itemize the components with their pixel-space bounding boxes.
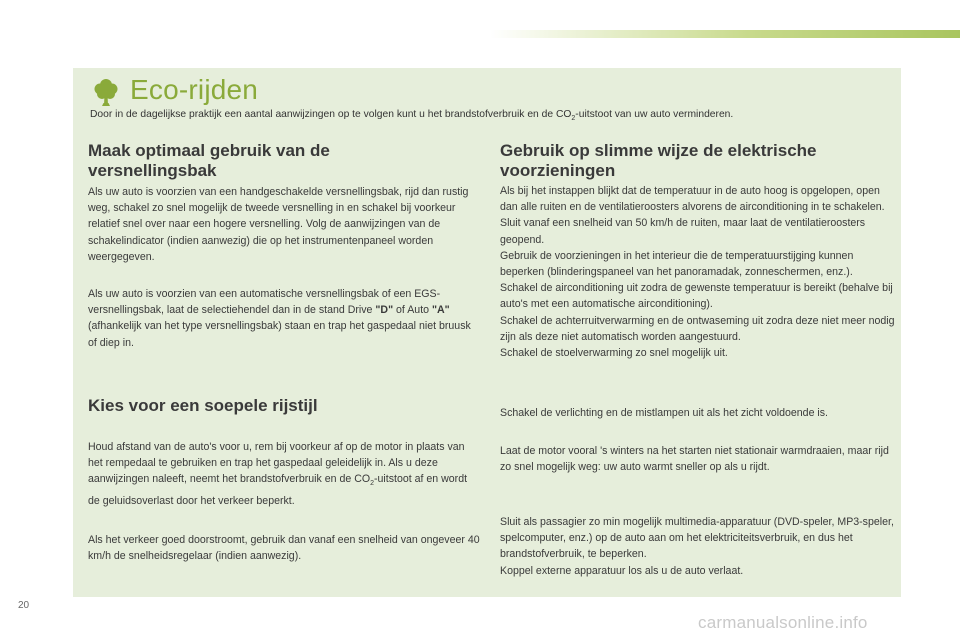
- electrical-paragraph-lights: Schakel de verlichting en de mistlampen uit als het zicht voldoende is.: [500, 407, 828, 419]
- page-title: Eco-rijden: [130, 74, 259, 105]
- heading-electrical: Gebruik op slimme wijze de elektrische voorzieningen: [500, 141, 817, 180]
- electrical-paragraph-multimedia: Sluit als passagier zo min mogelijk multimedia-apparatuur (DVD-speler, MP3-speler, spelcomputer, enz.) op de auto aan om het elektriciteitsverbruik, en dus het brandstofverbruik, te beperken. Koppel externe apparatuur los als u de auto verlaat.: [500, 516, 894, 577]
- electrical-paragraph-engine: Laat de motor vooral 's winters na het starten niet stationair warmdraaien, maar rijd zo snel mogelijk weg: uw auto warmt sneller op als u rijdt.: [500, 445, 889, 474]
- intro-text: Door in de dagelijkse praktijk een aantal aanwijzingen op te volgen kunt u het brandstofverbruik en de $CO_2$-uitstoot van uw auto verminderen.: [90, 109, 734, 123]
- header-gradient-bar: [490, 30, 960, 38]
- gearbox-paragraph-automatic: Als uw auto is voorzien van een automatische versnellingsbak of een EGS-versnellingsbak, laat de selectiehendel dan in de stand Drive "D" of Auto "A" (afhankelijk van het type versnellingsbak) staan en trap het gaspedaal niet bruusk of diep in.: [88, 288, 471, 349]
- driving-style-paragraph-cruise: Als het verkeer goed doorstroomt, gebruik dan vanaf een snelheid van ongeveer 40 km/h de snelheidsregelaar (indien aanwezig).: [88, 534, 480, 563]
- page-number: 20: [18, 600, 30, 611]
- heading-driving-style: Kies voor een soepele rijstijl: [88, 396, 318, 415]
- watermark: carmanualsonline.info: [698, 613, 868, 632]
- gearbox-paragraph-manual: Als uw auto is voorzien van een handgeschakelde versnellingsbak, rijd dan rustig weg, schakel zo snel mogelijk de tweede versnelling in en schakel bij voorkeur relatief snel over naar een hogere versnelling. Volg de aanwijzingen van de schakelindicator (indien aanwezig) die op het instrumentenpaneel worden weergegeven.: [88, 186, 469, 263]
- electrical-paragraph-climate: Als bij het instappen blijkt dat de temperatuur in de auto hoog is opgelopen, open dan alle ruiten en de ventilatieroosters alvorens de airconditioning in te schakelen. Sluit vanaf een snelheid van 50 km/h de ruiten, maar laat de ventilatieroosters geopend. Gebruik de voorzieningen in het interieur die de temperatuurstijging kunnen beperken (blinderingspaneel van het panoramadak, zonneschermen, enz.). Schakel de airconditioning uit zodra de gewenste temperatuur is bereikt (behalve bij auto's met een automatische airconditioning). Schakel de achterruitverwarming en de ontwaseming uit zodra deze niet meer nodig zijn als deze niet automatisch worden aangestuurd. Schakel de stoelverwarming zo snel mogelijk uit.: [500, 185, 895, 360]
- heading-gearbox: Maak optimaal gebruik van de versnellingsbak: [88, 141, 330, 180]
- driving-style-paragraph-distance: Houd afstand van de auto's voor u, rem bij voorkeur af op de motor in plaats van het rempedaal te gebruiken en trap het gaspedaal geleidelijk in. Als u deze aanwijzingen naleeft, neemt het brandstofverbruik en de $CO_2$-uitstoot af en wordt de geluidsoverlast door het verkeer beperkt.: [88, 441, 468, 507]
- tree-icon: [93, 78, 119, 106]
